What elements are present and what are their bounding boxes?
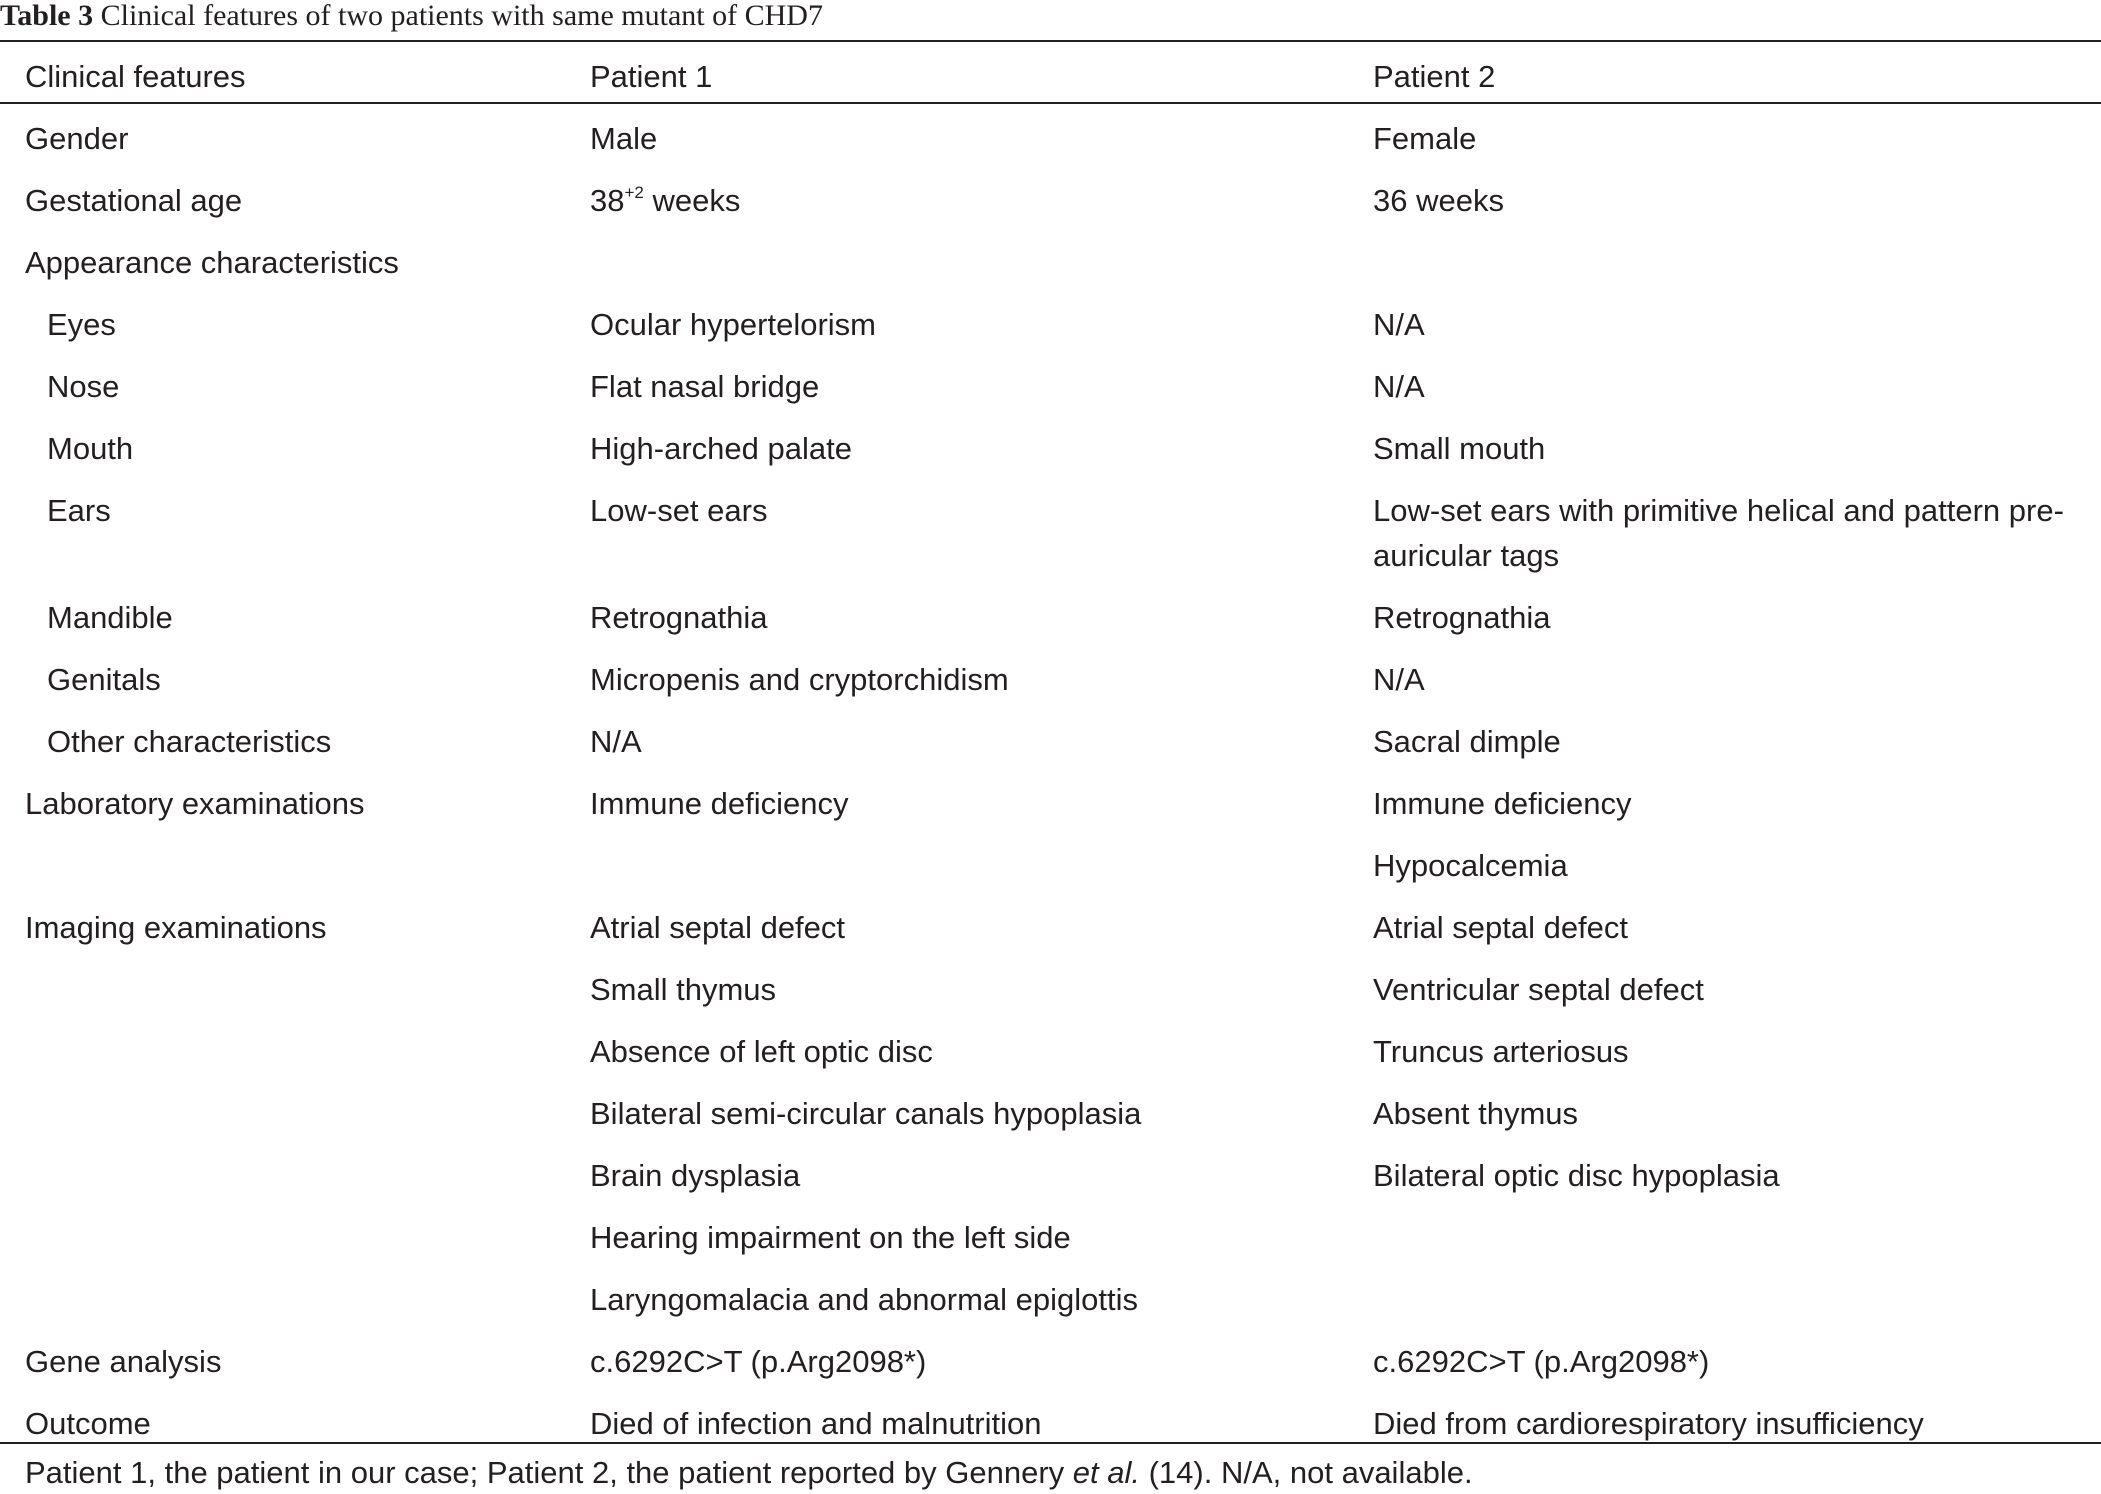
patient-2-cell: Immune deficiency <box>1373 786 1632 821</box>
feature-cell: Gene analysis <box>25 1344 222 1379</box>
table-row <box>0 476 2101 583</box>
patient-2-cell: Sacral dimple <box>1373 724 1561 759</box>
table-footnote <box>25 1452 1473 1494</box>
table-row <box>0 104 2101 166</box>
patient-2-cell: Absent thymus <box>1373 1096 1579 1131</box>
patient-2-cell: Small mouth <box>1373 431 1546 466</box>
table-row <box>0 1203 2101 1265</box>
footnote-text-start: Patient 1, the patient in our case; Patient 2, the patient reported by Gennery <box>25 1455 1073 1490</box>
feature-cell: Ears <box>47 493 111 528</box>
table-row <box>0 769 2101 831</box>
table-row <box>0 166 2101 228</box>
table-row <box>0 1327 2101 1389</box>
patient-1-cell: Laryngomalacia and abnormal epiglottis <box>590 1282 1138 1317</box>
patient-1-cell: Low-set ears <box>590 493 768 528</box>
feature-cell: Gender <box>25 121 129 156</box>
patient-1-cell: N/A <box>590 724 642 759</box>
table-row <box>0 1079 2101 1141</box>
patient-1-cell: Small thymus <box>590 972 777 1007</box>
patient-1-cell: Male <box>590 121 658 156</box>
table-row <box>0 955 2101 1017</box>
feature-cell: Imaging examinations <box>25 910 327 945</box>
patient-2-cell: N/A <box>1373 307 1425 342</box>
patient-1-cell: Died of infection and malnutrition <box>590 1406 1042 1441</box>
table-row <box>0 707 2101 769</box>
feature-cell: Appearance characteristics <box>25 245 399 280</box>
feature-cell: Eyes <box>47 307 116 342</box>
patient-2-cell: Retrognathia <box>1373 600 1551 635</box>
patient-2-cell: c.6292C>T (p.Arg2098*) <box>1373 1344 1710 1379</box>
feature-cell: Laboratory examinations <box>25 786 365 821</box>
header-clinical-features: Clinical features <box>25 59 246 94</box>
table-row <box>0 290 2101 352</box>
patient-2-cell: Bilateral optic disc hypoplasia <box>1373 1158 1780 1193</box>
table-row <box>0 228 2101 290</box>
patient-2-cell: Atrial septal defect <box>1373 910 1629 945</box>
table-row <box>0 583 2101 645</box>
patient-2-cell: Truncus arteriosus <box>1373 1034 1629 1069</box>
footnote-text-end: (14). N/A, not available. <box>1140 1455 1473 1490</box>
table-row <box>0 414 2101 476</box>
header-row <box>0 42 2101 104</box>
patient-2-cell: Hypocalcemia <box>1373 848 1568 883</box>
patient-1-cell: High-arched palate <box>590 431 852 466</box>
patient-1-cell: Ocular hypertelorism <box>590 307 876 342</box>
patient-1-cell: Absence of left optic disc <box>590 1034 933 1069</box>
patient-1-cell: Atrial septal defect <box>590 910 846 945</box>
patient-1-cell: Brain dysplasia <box>590 1158 801 1193</box>
gestational-days-superscript: +2 <box>624 182 644 202</box>
patient-1-cell <box>590 178 740 223</box>
table-title: Clinical features of two patients with same mutant of CHD7 <box>93 0 823 32</box>
patient-2-cell: 36 weeks <box>1373 183 1504 218</box>
patient-1-cell: Flat nasal bridge <box>590 369 820 404</box>
patient-1-cell: Micropenis and cryptorchidism <box>590 662 1009 697</box>
patient-1-cell: Immune deficiency <box>590 786 849 821</box>
gestational-weeks-value: 38 <box>590 183 625 218</box>
patient-1-cell: Bilateral semi-circular canals hypoplasia <box>590 1096 1142 1131</box>
patient-2-cell: N/A <box>1373 369 1425 404</box>
table-row <box>0 645 2101 707</box>
bottom-rule <box>0 1442 2101 1444</box>
table-row <box>0 352 2101 414</box>
patient-1-cell: Retrognathia <box>590 600 768 635</box>
feature-cell: Nose <box>47 369 120 404</box>
feature-cell: Other characteristics <box>47 724 332 759</box>
feature-cell: Mandible <box>47 600 173 635</box>
table-row <box>0 1265 2101 1327</box>
feature-cell: Gestational age <box>25 183 243 218</box>
patient-2-cell: N/A <box>1373 662 1425 697</box>
footnote-et-al: et al. <box>1072 1455 1140 1490</box>
patient-2-cell: Died from cardiorespiratory insufficiency <box>1373 1406 1924 1441</box>
patient-1-cell: c.6292C>T (p.Arg2098*) <box>590 1344 927 1379</box>
feature-cell: Genitals <box>47 662 161 697</box>
gestational-weeks-unit: weeks <box>643 183 741 218</box>
table-caption <box>0 0 2101 38</box>
feature-cell: Mouth <box>47 431 134 466</box>
feature-cell: Outcome <box>25 1406 151 1441</box>
table-row <box>0 831 2101 893</box>
table-row <box>0 1017 2101 1079</box>
header-patient-1: Patient 1 <box>590 59 713 94</box>
table-label: Table 3 <box>0 0 94 32</box>
patient-2-cell: Female <box>1373 121 1477 156</box>
patient-1-cell: Hearing impairment on the left side <box>590 1220 1071 1255</box>
patient-2-cell: Low-set ears with primitive helical and pattern pre-auricular tags <box>1373 493 2064 573</box>
header-patient-2: Patient 2 <box>1373 59 1496 94</box>
patient-2-cell: Ventricular septal defect <box>1373 972 1704 1007</box>
table-row <box>0 1141 2101 1203</box>
table-row <box>0 893 2101 955</box>
table-row <box>0 1389 2101 1442</box>
